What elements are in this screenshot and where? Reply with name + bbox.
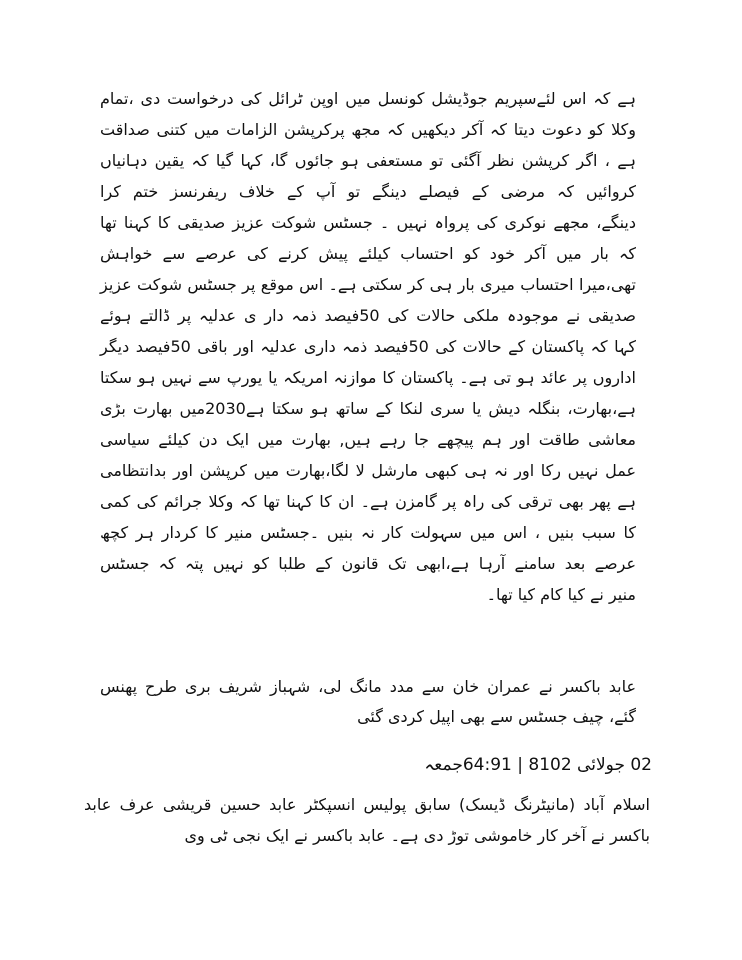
headline-line: عابد باکسر نے عمران خان سے مدد مانگ لی، شہباز شریف بری طرح پھنس bbox=[100, 677, 636, 696]
article-line: ہے کہ اس لئےسپریم جوڈیشل کونسل میں اوپن ٹرائل کی درخواست دی ،تمام bbox=[100, 89, 636, 108]
article-line: تھی،میرا احتساب میری بار ہی کر سکتی ہے۔ اس موقع پر جسٹس شوکت عزیز bbox=[100, 275, 636, 294]
headline-line: گئے، چیف جسٹس سے بھی اپیل کردی گئی bbox=[357, 707, 636, 726]
dateline-text: 02 جولائی 8102 | 64:91جمعہ bbox=[424, 755, 652, 775]
article-line: ہے،بھارت، بنگلہ دیش یا سری لنکا کے ساتھ ہو سکتا ہے2030میں بھارت بڑی bbox=[100, 399, 636, 418]
dateline bbox=[360, 749, 652, 781]
article-line: منیر نے کیا کام کیا تھا۔ bbox=[486, 585, 636, 604]
teaser-line: باکسر نے آخر کار خاموشی توڑ دی ہے۔ عابد باکسر نے ایک نجی ٹی وی bbox=[184, 826, 650, 845]
teaser-line: اسلام آباد (مانیٹرنگ ڈیسک) سابق پولیس انسپکٹر عابد حسین قریشی عرف عابد bbox=[84, 795, 650, 814]
article-body bbox=[100, 83, 636, 610]
article-line: وکلا کو دعوت دیتا کہ آکر دیکھیں کہ مجھ پرکرپشن الزامات میں کتنی صداقت bbox=[100, 120, 636, 139]
article-line: عمل نہیں رکا اور نہ ہی کبھی مارشل لا لگا،بھارت میں کرپشن اور بدانتظامی bbox=[100, 461, 636, 480]
article-line: کروائیں کہ مرضی کے فیصلے دینگے تو آپ کے خلاف ریفرنسز ختم کرا bbox=[100, 182, 636, 201]
article-line: معاشی طاقت اور ہم پیچھے جا رہے ہیں, بھارت میں ایک دن کیلئے سیاسی bbox=[100, 430, 636, 449]
article-line: کہا کہ پاکستان کے حالات کی 50فیصد ذمہ داری عدلیہ اور باقی 50فیصد دیگر bbox=[100, 337, 637, 356]
article-line: اداروں پر عائد ہو تی ہے۔ پاکستان کا موازنہ امریکہ یا یورپ سے نہیں ہو سکتا bbox=[100, 368, 636, 387]
article-line: کا سبب بنیں ، اس میں سہولت کار نہ بنیں ۔جسٹس منیر کا کردار ہر کچھ bbox=[100, 523, 636, 542]
article-line: ہے ، اگر کرپشن نظر آگئی تو مستعفی ہو جائوں گا، کہا گیا کہ یقین دہانیاں bbox=[100, 151, 636, 170]
article-line: صدیقی نے موجودہ ملکی حالات کی 50فیصد ذمہ دار ی عدلیہ پر ڈالتے ہوئے bbox=[100, 306, 636, 325]
article-line: کہ بار میں آکر خود کو احتساب کیلئے پیش کرنے کی عرصے سے خواہش bbox=[100, 244, 636, 263]
news-headline bbox=[100, 672, 636, 732]
article-line: عرصے بعد سامنے آرہا ہے،ابھی تک قانون کے طلبا کو نہیں پتہ کہ جسٹس bbox=[100, 554, 636, 573]
article-line: ہے پھر بھی ترقی کی راہ پر گامزن ہے۔ ان کا کہنا تھا کہ وکلا جرائم کی کمی bbox=[100, 492, 636, 511]
article-line: دینگے، مجھے نوکری کی پرواہ نہیں ۔ جسٹس شوکت عزیز صدیقی کا کہنا تھا bbox=[100, 213, 636, 232]
news-teaser bbox=[84, 789, 650, 851]
